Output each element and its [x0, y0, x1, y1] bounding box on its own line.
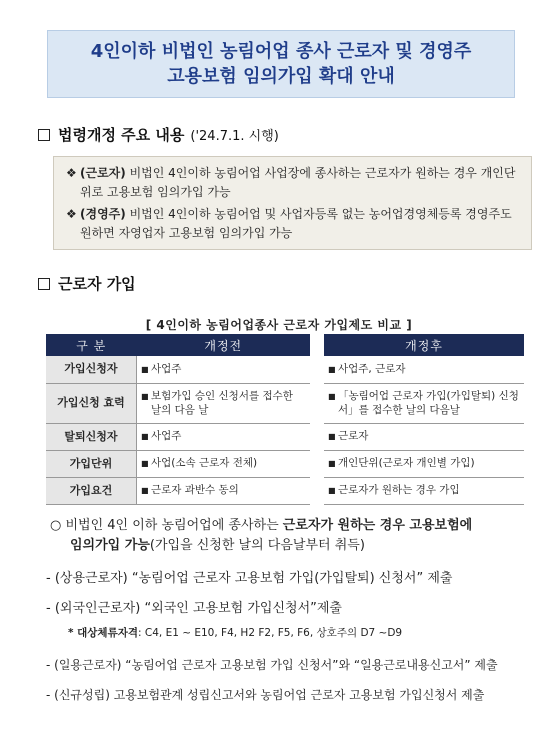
notice-item-owner: [66, 205, 521, 243]
table-row: [324, 423, 524, 450]
square-bullet-icon: ■: [141, 432, 149, 441]
square-bullet-icon: ■: [328, 486, 336, 495]
notice-text: 비법인 4인이하 농림어업 및 사업자등록 없는 농어업경영체등록 경영주도 원하면 자영업자 고용보험 임의가입 가능: [80, 207, 512, 240]
paragraph-emphasis: 임의가입 가능: [70, 538, 150, 553]
notice-text: 비법인 4인이하 농림어업 사업장에 종사하는 근로자가 원하는 경우 개인단위로 고용보험 임의가입 가능: [80, 166, 516, 199]
checkbox-square-icon: [38, 129, 50, 141]
comparison-title: [ 4인이하 농림어업종사 근로자 가입제도 비교 ]: [145, 318, 413, 332]
table-row: [46, 423, 310, 450]
after-value: 근로자가 원하는 경우 가입: [338, 484, 460, 496]
table-row: [46, 450, 310, 477]
notice-label: (경영주): [80, 207, 126, 221]
paragraph-main: [50, 516, 540, 556]
after-value: 개인단위(근로자 개인별 가입): [338, 457, 475, 469]
table-row: [324, 477, 524, 504]
comparison-table-before: [46, 334, 310, 505]
table-row: [324, 356, 524, 383]
square-bullet-icon: ■: [328, 459, 336, 468]
table-row: [46, 383, 310, 423]
visa-note: [68, 625, 402, 640]
paragraph-emphasis: 근로자가 원하는 경우 고용보험에: [282, 518, 473, 533]
table-row: [324, 450, 524, 477]
table-row: [46, 356, 310, 383]
diamond-bullet-icon: ❖: [66, 166, 77, 180]
diamond-bullet-icon: ❖: [66, 207, 77, 221]
square-bullet-icon: ■: [328, 364, 336, 374]
row-label: 가입신청 효력: [46, 383, 137, 423]
before-value: 근로자 과반수 동의: [151, 484, 239, 496]
paragraph-foreign-worker: - (외국인근로자) “외국인 고용보험 가입신청서”제출: [46, 601, 342, 616]
circle-bullet-icon: ○: [50, 518, 62, 533]
title-banner: [47, 30, 515, 98]
before-value: 보험가입 승인 신청서를 접수한 날의 다음 날: [151, 390, 293, 416]
checkbox-square-icon: [38, 278, 50, 290]
paragraph-regular-worker: - (상용근로자) “농림어업 근로자 고용보험 가입(가입탈퇴) 신청서” 제출: [46, 571, 453, 586]
table-header-before: 개정전: [137, 334, 311, 356]
title-line-2: 고용보험 임의가입 확대 안내: [167, 66, 395, 87]
square-bullet-icon: ■: [328, 392, 336, 401]
paragraph-daily-worker: - (일용근로자) “농림어업 근로자 고용보험 가입 신청서”와 “일용근로내용신고서” 제출: [46, 658, 498, 672]
section-heading-worker-join: [38, 273, 136, 294]
table-header-category: 구 분: [46, 334, 137, 356]
paragraph-text: (가입을 신청한 날의 다음날부터 취득): [149, 538, 365, 553]
table-row: [324, 383, 524, 423]
notice-box: [53, 156, 532, 250]
after-value: 근로자: [338, 430, 369, 442]
section-effective-date: ('24.7.1. 시행): [190, 129, 279, 144]
square-bullet-icon: ■: [141, 392, 149, 401]
section-title: 법령개정 주요 내용: [58, 126, 185, 144]
note-label: * 대상체류자격: [68, 627, 139, 639]
square-bullet-icon: ■: [141, 364, 149, 374]
notice-item-worker: [66, 164, 521, 202]
row-label: 탈퇴신청자: [46, 423, 137, 450]
notice-label: (근로자): [80, 166, 126, 180]
note-text: : C4, E1 ~ E10, F4, H2 F2, F5, F6, 상호주의 D7 ~D9: [138, 627, 403, 639]
row-label: 가입신청자: [46, 356, 137, 383]
square-bullet-icon: ■: [141, 486, 149, 495]
before-value: 사업(소속 근로자 전체): [151, 457, 258, 469]
paragraph-text: 비법인 4인 이하 농림어업에 종사하는: [65, 518, 283, 533]
paragraph-new-establishment: - (신규성립) 고용보험관계 성립신고서와 농림어업 근로자 고용보험 가입신청서 제출: [46, 688, 485, 702]
after-value: 「농림어업 근로자 가입(가입탈퇴) 신청서」를 접수한 날의 다음날: [338, 390, 519, 416]
square-bullet-icon: ■: [141, 459, 149, 468]
after-value: 사업주, 근로자: [338, 362, 406, 375]
table-row: [46, 477, 310, 504]
square-bullet-icon: ■: [328, 432, 336, 441]
before-value: 사업주: [151, 362, 182, 375]
row-label: 가입요건: [46, 477, 137, 504]
comparison-table-after: [324, 334, 524, 505]
title-line-1: 4인이하 비법인 농림어업 종사 근로자 및 경영주: [90, 41, 472, 62]
section-title: 근로자 가입: [58, 275, 136, 293]
row-label: 가입단위: [46, 450, 137, 477]
table-header-after: 개정후: [324, 334, 524, 356]
section-heading-law-revision: [38, 124, 279, 145]
before-value: 사업주: [151, 430, 182, 442]
